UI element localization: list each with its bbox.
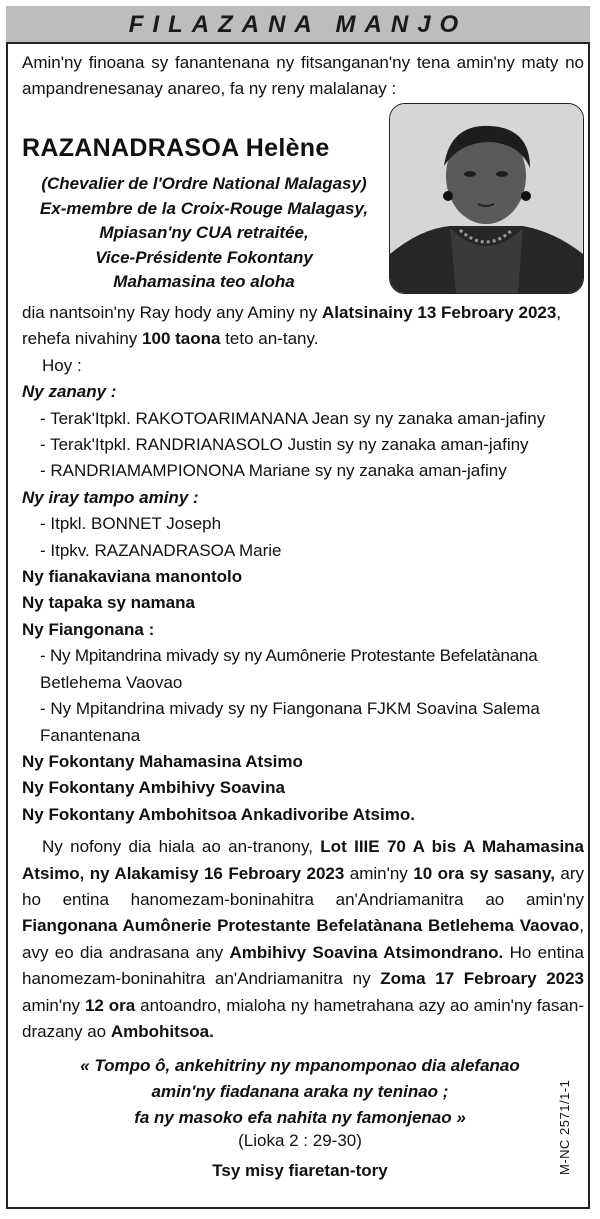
church-heading: Ny Fiangonana :	[22, 619, 155, 639]
fokontany-line: Ny Fokontany Ambohitsoa Ankadivoribe Atsimo.	[22, 804, 415, 824]
quote-line: amin'ny fiadanana araka ny teninao ;	[151, 1082, 449, 1101]
burial-date: Zoma 17 Febroary 2023	[380, 969, 585, 989]
family-line: Ny tapaka sy namana	[22, 593, 195, 613]
title-line: Mahamasina teo aloha	[113, 272, 295, 291]
text-segment: amin'ny	[344, 863, 414, 883]
notice-body	[22, 300, 584, 1045]
deceased-portrait-photo	[389, 103, 584, 294]
burial-place: Ambohitsoa.	[110, 1021, 214, 1041]
text-segment: Ho entina hanomezam-boninahitra an'Andriamanitra ny	[22, 942, 584, 989]
text-segment: ary ho entina hanomezam-boninahitra an'Andriamanitra ao amin'ny	[22, 863, 585, 909]
text-segment: Ny nofony dia hiala ao an-tranony,	[42, 837, 321, 857]
list-item: - Ny Mpitandrina mivady sy ny Fiangonana FJKM Soavina Salema	[40, 699, 540, 719]
title-line: (Chevalier de l'Ordre National Malagasy)	[41, 174, 367, 193]
death-date: Alatsinainy 13 Febroary 2023	[321, 303, 557, 322]
funeral-paragraph	[22, 834, 584, 1045]
list-item: - Itpkv. RAZANADRASOA Marie	[40, 540, 282, 560]
scripture-reference: (Lioka 2 : 29-30)	[238, 1131, 362, 1150]
quote-line: fa ny masoko efa nahita ny famonjenao »	[134, 1108, 466, 1127]
quote-line: « Tompo ô, ankehitriny ny mpanomponao dia alefanao	[80, 1056, 520, 1075]
ad-code: M-NC 2571/1-1	[557, 1079, 572, 1175]
hoy-label: Hoy :	[42, 355, 82, 375]
text-segment: rehefa nivahiny	[22, 329, 143, 349]
fokontany-line: Ny Fokontany Ambihivy Soavina	[22, 778, 285, 798]
list-item: - Terak'Itpkl. RAKOTOARIMANANA Jean sy ny zanaka aman-jafiny	[40, 408, 546, 428]
intro-block	[22, 50, 584, 102]
age-value: 100 taona	[142, 329, 221, 349]
death-line-2	[22, 326, 584, 352]
text-segment: ,	[556, 303, 562, 322]
list-item: - Ny Mpitandrina mivady sy ny Aumônerie Protestante Befelatànana	[40, 646, 538, 666]
notice-header: FILAZANA MANJO	[6, 6, 590, 44]
list-item: - Terak'Itpkl. RANDRIANASOLO Justin sy ny zanaka aman-jafiny	[40, 435, 529, 455]
list-item: - RANDRIAMAMPIONONA Mariane sy ny zanaka aman-jafiny	[40, 461, 507, 481]
portrait-illustration	[390, 104, 583, 293]
burial-time: 12 ora	[84, 995, 136, 1015]
funeral-location-date: Lot IIIE 70 A bis A Mahamasina Atsimo, ny Alakamisy 16 Febroary 2023	[22, 837, 584, 883]
children-heading: Ny zanany :	[22, 382, 117, 402]
siblings-heading: Ny iray tampo aminy :	[22, 487, 199, 507]
title-line: Mpiasan'ny CUA retraitée,	[99, 223, 309, 242]
title-line: Vice-Présidente Fokontany	[95, 247, 313, 267]
text-segment: antoandro, mialoha ny hametrahana azy ao amin'ny fasan-drazany ao	[22, 995, 584, 1041]
deceased-titles	[22, 172, 386, 295]
list-item-continuation: Fanantenana	[40, 725, 141, 745]
list-item-continuation: Betlehema Vaovao	[40, 672, 183, 692]
place-name: Ambihivy Soavina Atsimondrano.	[229, 942, 504, 962]
closing-line: Tsy misy fiaretan-tory	[212, 1161, 388, 1180]
text-segment: teto an-tany.	[220, 329, 319, 349]
text-segment: dia nantsoin'ny Ray hody any Aminy ny	[22, 303, 322, 322]
title-line: Ex-membre de la Croix-Rouge Malagasy,	[39, 198, 369, 218]
fokontany-line: Ny Fokontany Mahamasina Atsimo	[22, 751, 303, 771]
text-segment: , avy eo dia andrasana any	[22, 916, 584, 962]
funeral-time: 10 ora sy sasany,	[413, 863, 555, 883]
death-line-1	[22, 300, 584, 326]
church-name: Fiangonana Aumônerie Protestante Befelatànana Betlehema Vaovao	[22, 916, 580, 936]
deceased-name: RAZANADRASOA Helène	[22, 134, 330, 162]
list-item: - Itpkl. BONNET Joseph	[40, 514, 222, 534]
scripture-quote	[40, 1053, 560, 1131]
intro-text: Amin'ny finoana sy fanantenana ny fitsanganan'ny tena amin'ny maty no ampandrenesanay anareo, fa ny reny malalanay :	[22, 53, 584, 98]
text-segment: amin'ny	[22, 995, 85, 1015]
family-line: Ny fianakaviana manontolo	[22, 567, 243, 587]
